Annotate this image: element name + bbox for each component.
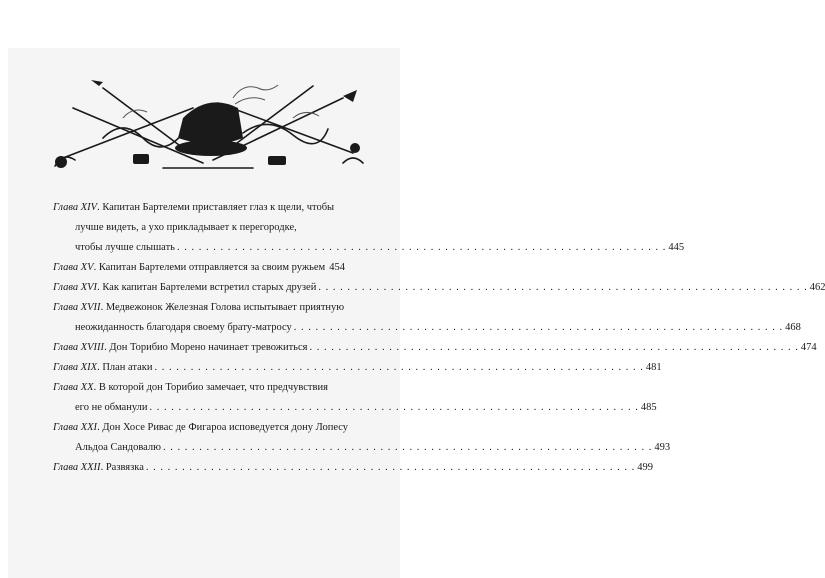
chapter-title: Дон Торибио Морено начинает тревожиться xyxy=(109,342,308,353)
chapter-label: Глава XVII xyxy=(53,302,101,313)
book-page xyxy=(8,48,825,578)
table-of-contents xyxy=(53,198,825,478)
leader-dots xyxy=(163,438,652,458)
toc-entry-15[interactable]: Глава XV. Капитан Бартелеми отправляется за своим ружьем 454 xyxy=(53,258,343,278)
page-number: 493 xyxy=(654,442,671,453)
chapter-title: В которой дон Торибио замечает, что предчувствия xyxy=(98,382,328,393)
leader-dots xyxy=(309,338,798,358)
toc-entry-22[interactable]: Глава XXII. Развязка . . . 499 xyxy=(53,458,343,478)
toc-entry-17[interactable]: Глава XVII. Медвежонок Железная Голова испытывает приятную неожиданность благодаря своему брату-матросу . . . 468 xyxy=(53,298,343,338)
toc-entry-19[interactable]: Глава XIX. План атаки . . . 481 xyxy=(53,358,343,378)
page-number: 474 xyxy=(800,342,817,353)
page-number: 454 xyxy=(329,262,345,273)
toc-entry-21[interactable]: Глава XXI. Дон Хосе Ривас де Фигароа исповедуется дону Лопесу Альдоа Сандовалю . . . 493 xyxy=(53,418,343,458)
page-number: 481 xyxy=(645,362,662,373)
chapter-title: Капитан Бартелеми приставляет глаз к щели, чтобы xyxy=(102,202,335,213)
chapter-label: Глава XXII xyxy=(53,462,101,473)
chapter-label: Глава XVIII xyxy=(53,342,105,353)
page-number: 485 xyxy=(640,402,657,413)
toc-entry-18[interactable]: Глава XVIII. Дон Торибио Морено начинает тревожиться . . . 474 xyxy=(53,338,343,358)
chapter-title-cont: Альдоа Сандовалю xyxy=(75,442,162,453)
chapter-label: Глава XVI xyxy=(53,282,98,293)
chapter-label: Глава XXI xyxy=(53,422,98,433)
chapter-label: Глава XIV xyxy=(53,202,98,213)
chapter-title: Капитан Бартелеми отправляется за своим ружьем xyxy=(98,262,326,273)
chapter-title-cont: чтобы лучше слышать xyxy=(75,242,175,253)
leader-dots xyxy=(177,238,666,258)
toc-entry-16[interactable]: Глава XVI. Как капитан Бартелеми встретил старых друзей . . . 462 xyxy=(53,278,343,298)
chapter-label: Глава XV xyxy=(53,262,94,273)
chapter-label: Глава XX xyxy=(53,382,94,393)
chapter-title: Как капитан Бартелеми встретил старых друзей xyxy=(102,282,317,293)
leader-dots xyxy=(146,458,635,478)
page-number: 499 xyxy=(637,462,653,473)
leader-dots xyxy=(318,278,807,298)
page-number: 468 xyxy=(785,322,801,333)
leader-dots xyxy=(155,358,644,378)
page-number: 445 xyxy=(668,242,685,253)
weapons-trophy-ornament xyxy=(43,78,373,178)
leader-dots xyxy=(294,318,783,338)
chapter-title: План атаки xyxy=(102,362,153,373)
chapter-title: Медвежонок Железная Голова испытывает приятную xyxy=(105,302,345,313)
toc-entry-14[interactable]: Глава XIV. Капитан Бартелеми приставляет глаз к щели, чтобы лучше видеть, а ухо прикладывает к перегородке, чтобы лучше слышать . . . 445 xyxy=(53,198,343,258)
chapter-title-cont: его не обманули xyxy=(75,402,148,413)
leader-dots xyxy=(149,398,638,418)
chapter-title: Дон Хосе Ривас де Фигароа исповедуется дону Лопесу xyxy=(102,422,349,433)
page-number: 462 xyxy=(809,282,825,293)
toc-entry-20[interactable]: Глава XX. В которой дон Торибио замечает, что предчувствия его не обманули . . . 485 xyxy=(53,378,343,418)
chapter-title: Развязка xyxy=(105,462,144,473)
chapter-label: Глава XIX xyxy=(53,362,98,373)
chapter-title-cont: неожиданность благодаря своему брату-матросу xyxy=(75,322,292,333)
chapter-title-cont: лучше видеть, а ухо прикладывает к перегородке, xyxy=(75,222,297,233)
